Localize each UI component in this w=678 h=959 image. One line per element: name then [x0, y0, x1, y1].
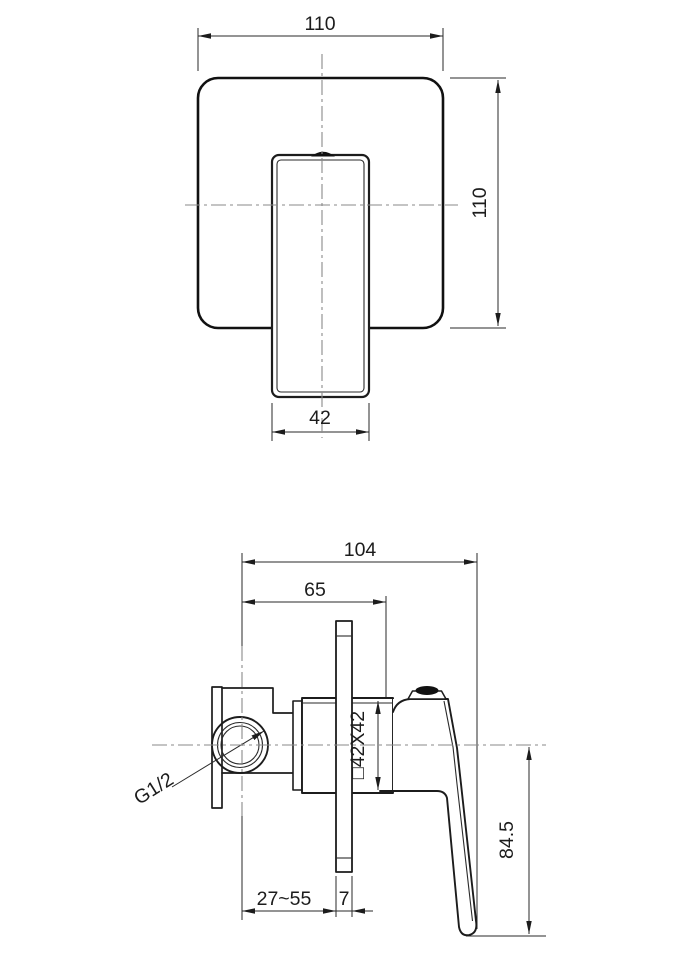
inlet-block-top: [222, 688, 293, 713]
dim-plate-thickness-label: 7: [338, 888, 350, 910]
handle-cap-button: [416, 686, 439, 695]
side-view: [130, 539, 546, 936]
dim-front-height-label: 110: [469, 187, 491, 219]
dim-handle-drop-label: 84.5: [496, 821, 518, 859]
valve-body-section-label: □42X42: [347, 710, 369, 780]
dim-wall-range-label: 27~55: [256, 888, 312, 910]
front-view: [185, 13, 506, 441]
dim-depth-label: 104: [343, 539, 377, 561]
handle-cap-front: [311, 152, 335, 157]
handle-outline: [272, 155, 369, 397]
thread-label: G1/2: [130, 768, 178, 810]
wall-bracket: [212, 687, 222, 808]
dim-front-width-label: 110: [304, 13, 336, 35]
dim-handle-width-label: 42: [309, 407, 331, 429]
dim-body-depth-label: 65: [304, 579, 326, 601]
